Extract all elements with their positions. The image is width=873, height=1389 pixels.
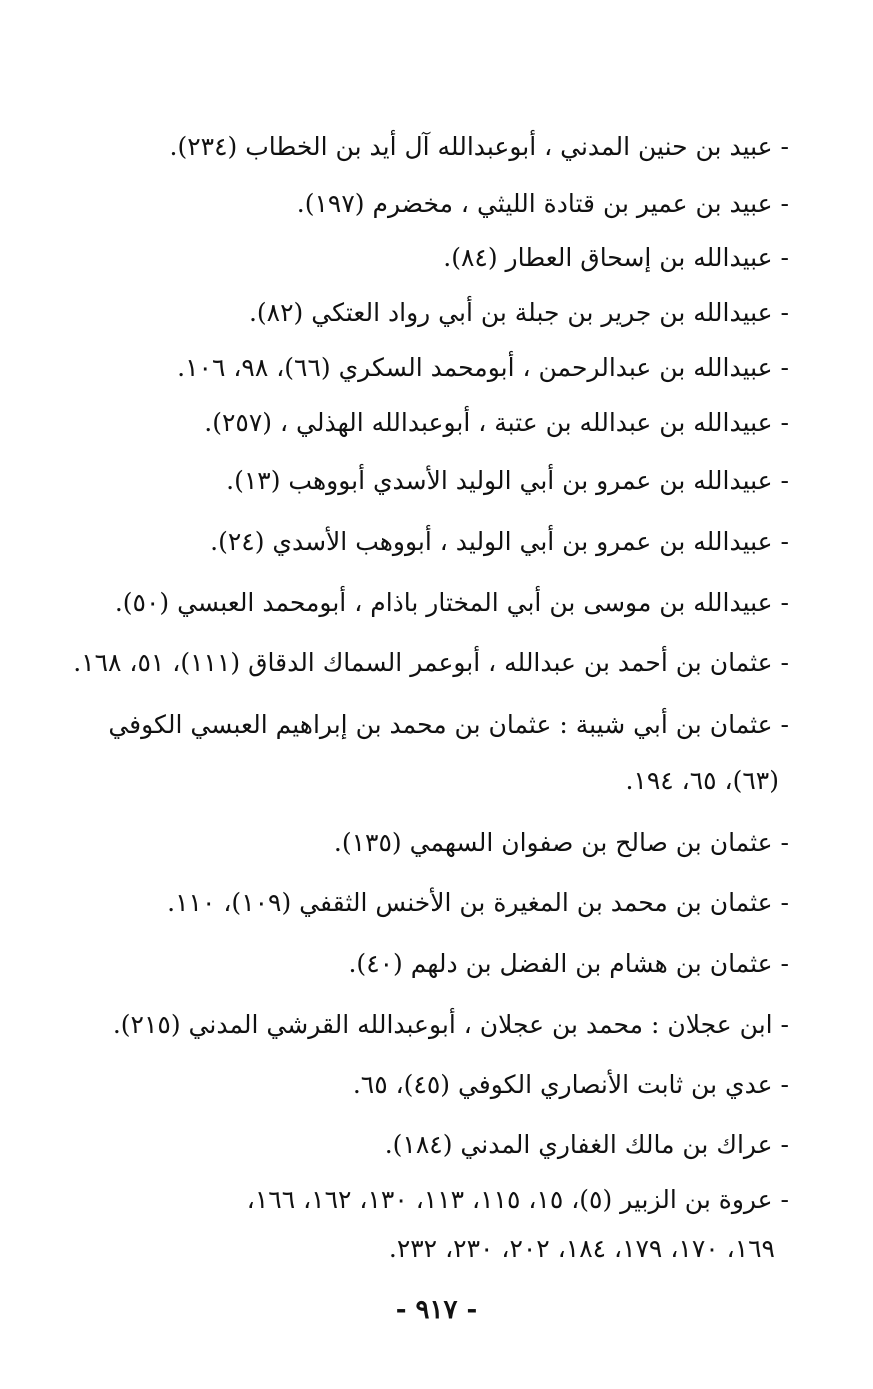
index-entry: - عثمان بن محمد بن المغيرة بن الأخنس الثقفي (١٠٩)، ١١٠. (167, 888, 789, 917)
index-entry: - عبيدالله بن عبدالله بن عتبة ، أبوعبدالله الهذلي ، (٢٥٧). (204, 408, 789, 437)
index-entry: - عروة بن الزبير (٥)، ١٥، ١١٥، ١١٣، ١٣٠، ١٦٢، ١٦٦، (246, 1185, 789, 1214)
index-entry: - عبيد بن حنين المدني ، أبوعبدالله آل أيد بن الخطاب (٢٣٤). (169, 132, 789, 161)
index-entry-continuation: ١٦٩، ١٧٠، ١٧٩، ١٨٤، ٢٠٢، ٢٣٠، ٢٣٢. (388, 1234, 775, 1263)
index-entry: - عبيدالله بن موسى بن أبي المختار باذام ، أبومحمد العبسي (٥٠). (114, 588, 789, 617)
index-entry: - عثمان بن هشام بن الفضل بن دلهم (٤٠). (348, 949, 789, 978)
index-entry: - عثمان بن أحمد بن عبدالله ، أبوعمر السماك الدقاق (١١١)، ٥١، ١٦٨. (73, 648, 789, 677)
index-entry: - عثمان بن صالح بن صفوان السهمي (١٣٥). (333, 828, 789, 857)
index-entry: - عبيدالله بن عمرو بن أبي الوليد الأسدي أبووهب (١٣). (226, 466, 789, 495)
index-entry: - عبيد بن عمير بن قتادة الليثي ، مخضرم (١٩٧). (296, 189, 789, 218)
index-entry: - عدي بن ثابت الأنصاري الكوفي (٤٥)، ٦٥. (352, 1070, 789, 1099)
index-entry: - ابن عجلان : محمد بن عجلان ، أبوعبدالله القرشي المدني (٢١٥). (112, 1010, 789, 1039)
index-entry: - عثمان بن أبي شيبة : عثمان بن محمد بن إبراهيم العبسي الكوفي (108, 710, 789, 739)
page-number: - ٩١٧ - (395, 1295, 478, 1325)
index-entry-continuation: (٦٣)، ٦٥، ١٩٤. (625, 766, 779, 795)
index-entry: - عبيدالله بن إسحاق العطار (٨٤). (443, 243, 789, 272)
index-entry: - عبيدالله بن عبدالرحمن ، أبومحمد السكري (٦٦)، ٩٨، ١٠٦. (177, 353, 789, 382)
index-entry: - عبيدالله بن عمرو بن أبي الوليد ، أبووهب الأسدي (٢٤). (210, 527, 789, 556)
index-entry: - عراك بن مالك الغفاري المدني (١٨٤). (384, 1130, 789, 1159)
index-entry: - عبيدالله بن جرير بن جبلة بن أبي رواد العتكي (٨٢). (248, 298, 789, 327)
